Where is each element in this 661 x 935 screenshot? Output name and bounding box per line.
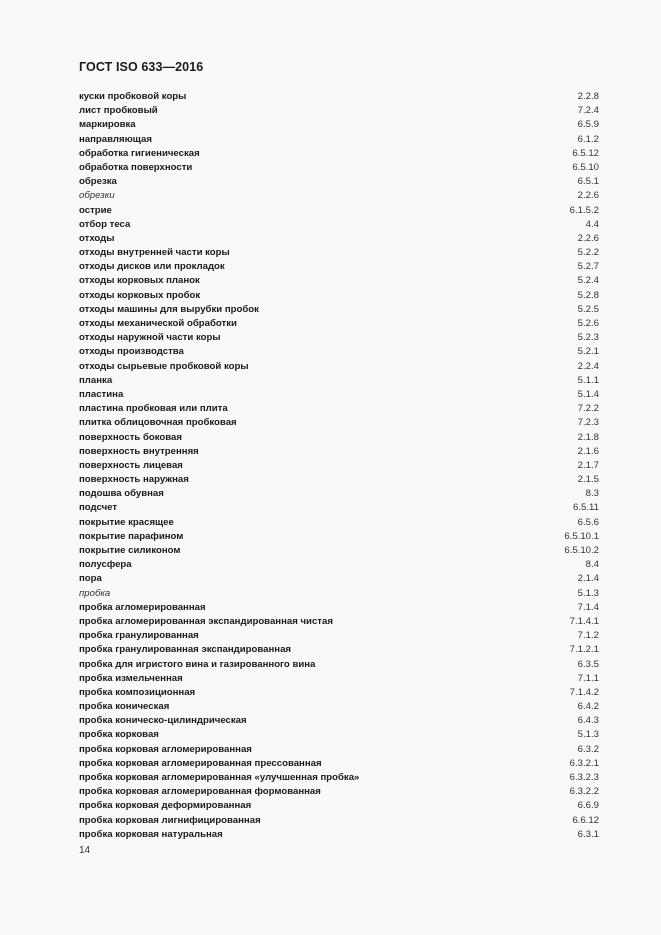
index-entry [79, 232, 599, 246]
index-reference: 6.1.5.2 [569, 204, 599, 216]
index-reference: 7.1.2 [577, 630, 599, 642]
index-reference: 6.5.10.2 [564, 545, 599, 556]
index-term: пробка гранулированная экспандированная [79, 644, 292, 656]
index-term: покрытие красящее [79, 516, 174, 528]
index-term: пробка агломерированная экспандированная чистая [79, 615, 333, 627]
index-entry [79, 189, 599, 203]
index-entry [79, 416, 599, 430]
index-reference: 7.1.4 [577, 601, 599, 613]
index-term: пробка корковая [79, 729, 159, 741]
index-entry [79, 714, 599, 728]
index-entry [79, 388, 599, 402]
index-term: пробка композиционная [79, 686, 196, 698]
index-reference: 6.4.2 [577, 701, 599, 713]
index-entry [79, 445, 599, 459]
index-term: направляющая [79, 133, 152, 145]
index-reference: 2.2.6 [577, 232, 599, 244]
index-term: пора [79, 573, 102, 585]
index-term: отходы сырьевые пробковой коры [79, 360, 249, 372]
index-reference: 6.6.9 [577, 800, 599, 812]
index-term: полусфера [79, 559, 132, 571]
index-term: отходы дисков или прокладок [79, 261, 225, 273]
alphabetical-index [79, 90, 599, 842]
index-term: подошва обувная [79, 488, 164, 500]
index-term: отходы производства [79, 346, 184, 358]
index-reference: 6.3.5 [577, 658, 599, 670]
index-reference: 6.5.1 [577, 176, 599, 188]
index-entry [79, 629, 599, 643]
index-reference: 8.3 [585, 488, 599, 500]
index-reference: 6.5.6 [577, 516, 599, 528]
index-reference: 6.3.2 [577, 743, 599, 755]
index-reference: 7.2.2 [577, 403, 599, 415]
index-reference: 6.6.12 [572, 814, 599, 826]
index-term: острие [79, 204, 112, 216]
index-entry [79, 828, 599, 842]
index-reference: 7.2.4 [577, 105, 599, 117]
index-entry [79, 771, 599, 785]
index-term: пробка коническая [79, 701, 170, 713]
index-term: пробка корковая деформированная [79, 800, 252, 812]
index-entry [79, 615, 599, 629]
index-entry [79, 289, 599, 303]
index-term: отходы корковых планок [79, 275, 200, 287]
index-entry [79, 331, 599, 345]
index-entry [79, 728, 599, 742]
index-reference: 2.2.4 [577, 360, 599, 372]
index-entry [79, 104, 599, 118]
index-entry [79, 686, 599, 700]
index-entry [79, 218, 599, 232]
index-term: пробка измельченная [79, 672, 183, 684]
index-term: пробка корковая агломерированная прессованная [79, 757, 322, 769]
index-reference: 6.5.9 [577, 119, 599, 131]
index-term: отбор теса [79, 218, 131, 230]
index-reference: 2.2.6 [577, 190, 599, 202]
index-term: отходы [79, 232, 115, 244]
index-entry [79, 246, 599, 260]
index-reference: 7.1.4.1 [569, 615, 599, 627]
index-entry [79, 204, 599, 218]
index-entry [79, 90, 599, 104]
index-entry [79, 672, 599, 686]
index-reference: 5.2.7 [577, 261, 599, 273]
index-reference: 6.5.12 [572, 147, 599, 159]
index-term: пробка корковая натуральная [79, 828, 223, 840]
index-reference: 5.2.3 [577, 332, 599, 344]
index-term: отходы машины для вырубки пробок [79, 303, 259, 315]
index-term: пробка [79, 587, 111, 599]
index-term: покрытие парафином [79, 530, 184, 542]
index-reference: 5.2.6 [577, 318, 599, 329]
index-term: отходы механической обработки [79, 318, 237, 329]
index-reference: 7.1.4.2 [569, 686, 599, 698]
index-reference: 7.1.1 [577, 672, 599, 684]
index-entry [79, 743, 599, 757]
index-reference: 2.1.7 [577, 459, 599, 471]
index-reference: 4.4 [585, 218, 599, 230]
index-reference: 6.3.2.2 [569, 786, 599, 798]
index-entry [79, 402, 599, 416]
index-reference: 5.1.1 [577, 374, 599, 386]
index-entry [79, 303, 599, 317]
index-entry [79, 147, 599, 161]
index-term: подсчет [79, 502, 118, 514]
index-entry [79, 360, 599, 374]
index-term: пробка корковая агломерированная формованная [79, 786, 321, 798]
index-entry [79, 601, 599, 615]
index-term: пробка агломерированная [79, 601, 206, 613]
index-entry [79, 799, 599, 813]
index-term: пластина пробковая или плита [79, 403, 228, 415]
index-reference: 6.3.2.3 [569, 772, 599, 783]
index-term: пробка коническо-цилиндрическая [79, 715, 247, 727]
index-reference: 2.1.6 [577, 445, 599, 457]
index-reference: 6.3.1 [577, 828, 599, 840]
index-term: отходы корковых пробок [79, 289, 201, 301]
index-reference: 7.2.3 [577, 417, 599, 429]
index-entry [79, 487, 599, 501]
index-entry [79, 161, 599, 175]
index-reference: 5.2.5 [577, 303, 599, 315]
index-term: покрытие силиконом [79, 545, 181, 556]
index-term: пробка корковая агломерированная [79, 743, 252, 755]
page-number: 14 [79, 845, 91, 856]
index-entry [79, 274, 599, 288]
index-term: пробка для игристого вина и газированного вина [79, 658, 316, 670]
index-term: обработка поверхности [79, 161, 193, 173]
index-entry [79, 785, 599, 799]
index-reference: 6.1.2 [577, 133, 599, 145]
index-term: пластина [79, 388, 124, 400]
index-reference: 7.1.2.1 [569, 644, 599, 656]
index-entry [79, 175, 599, 189]
index-term: обрезка [79, 176, 117, 188]
index-entry [79, 260, 599, 274]
index-reference: 5.1.3 [577, 587, 599, 599]
index-term: отходы наружной части коры [79, 332, 221, 344]
document-header: ГОСТ ISO 633—2016 [79, 60, 204, 74]
index-entry [79, 572, 599, 586]
index-term: плитка облицовочная пробковая [79, 417, 237, 429]
index-reference: 5.2.8 [577, 289, 599, 301]
index-entry [79, 530, 599, 544]
index-entry [79, 658, 599, 672]
index-term: пробка корковая лигнифицированная [79, 814, 261, 826]
index-entry [79, 501, 599, 515]
index-term: обрезки [79, 190, 115, 202]
index-entry [79, 558, 599, 572]
index-reference: 6.5.11 [573, 502, 599, 514]
index-reference: 2.1.8 [577, 431, 599, 443]
index-entry [79, 516, 599, 530]
index-entry [79, 643, 599, 657]
index-term: поверхность внутренняя [79, 445, 199, 457]
index-reference: 6.3.2.1 [569, 757, 599, 769]
index-reference: 2.1.5 [577, 474, 599, 486]
index-reference: 6.5.10 [572, 161, 599, 173]
index-term: отходы внутренней части коры [79, 247, 230, 259]
index-entry [79, 133, 599, 147]
index-term: лист пробковый [79, 105, 158, 117]
index-reference: 5.2.1 [577, 346, 599, 358]
index-term: планка [79, 374, 113, 386]
index-reference: 5.2.2 [577, 247, 599, 259]
index-entry [79, 118, 599, 132]
index-entry [79, 544, 599, 558]
index-entry [79, 431, 599, 445]
index-term: пробка гранулированная [79, 630, 199, 642]
index-reference: 5.1.3 [577, 729, 599, 741]
index-term: обработка гигиеническая [79, 147, 200, 159]
index-entry [79, 345, 599, 359]
index-entry [79, 587, 599, 601]
index-entry [79, 459, 599, 473]
index-reference: 5.1.4 [577, 388, 599, 400]
index-term: маркировка [79, 119, 136, 131]
index-entry [79, 374, 599, 388]
index-reference: 2.1.4 [577, 573, 599, 585]
index-term: поверхность лицевая [79, 459, 183, 471]
index-term: куски пробковой коры [79, 91, 187, 102]
index-term: поверхность наружная [79, 474, 189, 486]
index-reference: 6.5.10.1 [564, 530, 599, 542]
index-reference: 2.2.8 [577, 91, 599, 102]
index-reference: 8.4 [585, 559, 599, 571]
index-entry [79, 700, 599, 714]
index-term: пробка корковая агломерированная «улучшенная пробка» [79, 772, 360, 783]
index-entry [79, 814, 599, 828]
index-reference: 6.4.3 [577, 715, 599, 727]
index-reference: 5.2.4 [577, 275, 599, 287]
index-entry [79, 317, 599, 331]
index-term: поверхность боковая [79, 431, 182, 443]
index-entry [79, 473, 599, 487]
index-entry [79, 757, 599, 771]
